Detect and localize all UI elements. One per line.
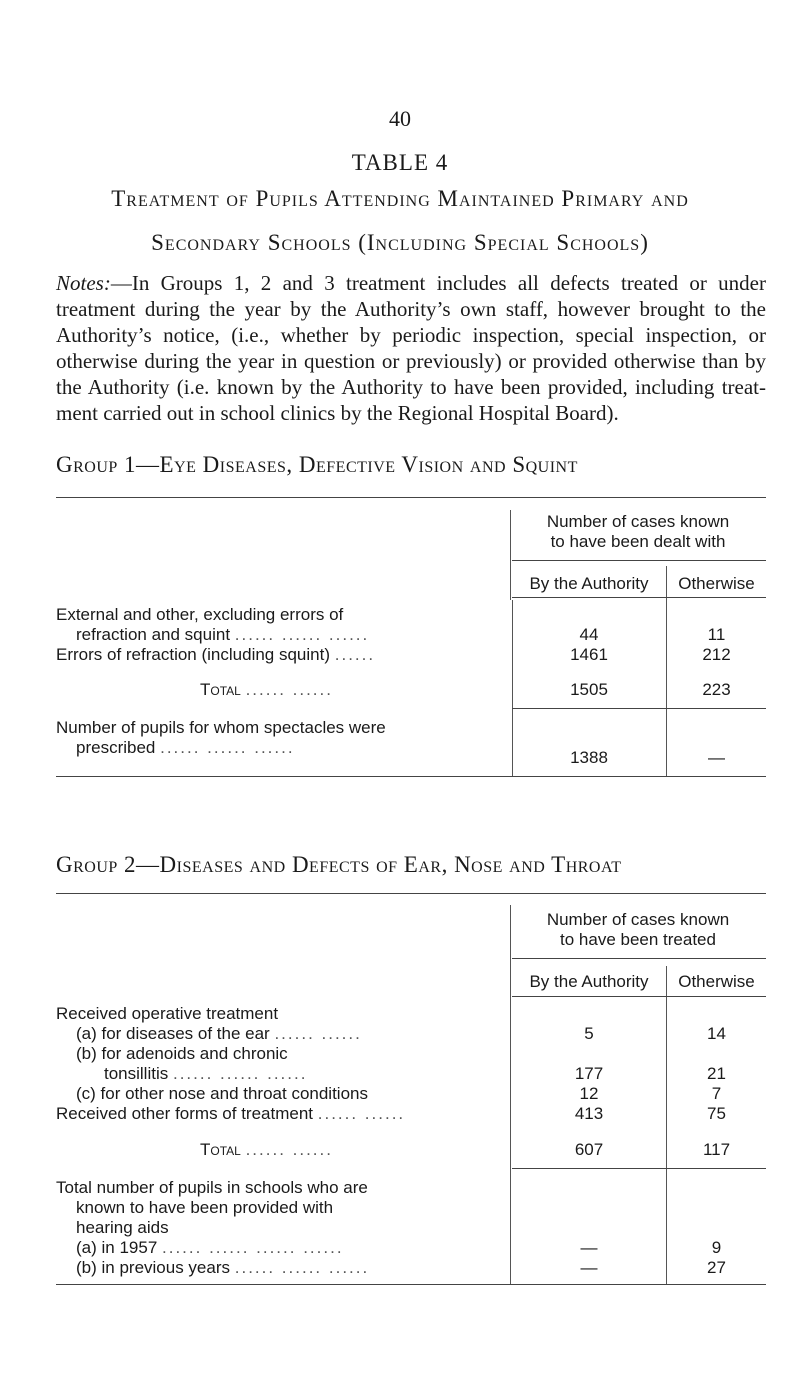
group1-total-authority: 1505 — [570, 680, 608, 699]
group2-header-line1: Number of cases known — [546, 910, 730, 929]
group1-row2-label: Errors of refraction (including squint) ...... — [56, 645, 376, 664]
table-rule — [56, 776, 766, 777]
notes-text: —In Groups 1, 2 and 3 treatment includes all defects treated or under treatment during the year by the Authority’s own staff, however brought to the Authority’s notice, (i.e., whether by periodic inspection, special inspection, or otherwise during the year in question or previously) or provided otherwise than by the Authority (i.e. known by the Authority to have been provided, including treat-ment carried out in school clinics by the Regional Hospital Board). — [56, 271, 766, 425]
group2-row-a-otherwise: 14 — [707, 1024, 726, 1043]
group2-hearing-label-line3: hearing aids — [76, 1218, 169, 1237]
group2-total-otherwise: 117 — [702, 1140, 731, 1159]
group2-hearing-a-label: (a) in 1957 ...... ...... ...... ...... — [76, 1238, 344, 1257]
notes-label: Notes: — [56, 271, 111, 295]
group2-col-otherwise: Otherwise — [678, 972, 755, 991]
group1-col-authority: By the Authority — [529, 574, 649, 593]
group1-title: Group 1—Eye Diseases, Defective Vision and Squint — [56, 452, 578, 477]
group2-row-a-label: (a) for diseases of the ear ...... ...... — [76, 1024, 362, 1043]
group1-header-line1: Number of cases known — [546, 512, 730, 531]
group1-row1-label-line2: refraction and squint ...... ...... ...... — [76, 625, 370, 644]
group1-col-otherwise: Otherwise — [678, 574, 755, 593]
group2-operative-label: Received operative treatment — [56, 1004, 279, 1023]
group2-hearing-a-authority: — — [580, 1238, 598, 1257]
group2-header-line2: to have been treated — [560, 930, 716, 949]
table-rule — [512, 958, 766, 959]
group1-row2-authority: 1461 — [570, 645, 608, 664]
column-divider — [666, 966, 667, 1284]
group1-spectacles-label-line1: Number of pupils for whom spectacles were — [56, 718, 386, 737]
table-rule — [56, 1284, 766, 1285]
group1-row1-authority: 44 — [579, 625, 599, 644]
group2-col-authority: By the Authority — [529, 972, 649, 991]
group2-hearing-b-otherwise: 27 — [707, 1258, 726, 1277]
group1-spectacles-authority: 1388 — [570, 748, 608, 767]
group2-row-b-authority: 177 — [574, 1064, 604, 1083]
group1-total-otherwise: 223 — [702, 680, 731, 699]
column-divider — [510, 905, 511, 1284]
group2-row-b-label-line2: tonsillitis ...... ...... ...... — [104, 1064, 308, 1083]
group2-row-a-authority: 5 — [584, 1024, 594, 1043]
group2-total-label: Total ...... ...... — [200, 1140, 333, 1159]
group2-row-b-label-line1: (b) for adenoids and chronic — [76, 1044, 288, 1063]
group2-hearing-label-line1: Total number of pupils in schools who are — [56, 1178, 368, 1197]
group2-row-c-label: (c) for other nose and throat conditions — [76, 1084, 368, 1103]
group2-other-otherwise: 75 — [707, 1104, 726, 1123]
page-number: 40 — [389, 106, 411, 131]
table-rule — [512, 597, 766, 598]
group2-row-b-otherwise: 21 — [707, 1064, 726, 1083]
group1-row1-otherwise: 11 — [707, 625, 726, 644]
group1-row1-label-line1: External and other, excluding errors of — [56, 605, 344, 624]
table-rule — [512, 996, 766, 997]
group2-row-c-otherwise: 7 — [711, 1084, 722, 1103]
group1-total-label: Total ...... ...... — [200, 680, 333, 699]
group1-spectacles-label-line2: prescribed ...... ...... ...... — [76, 738, 295, 757]
group2-other-label: Received other forms of treatment ...... ...... — [56, 1104, 406, 1123]
group1-spectacles-otherwise: — — [708, 748, 725, 767]
table-rule — [512, 560, 766, 561]
group2-total-authority: 607 — [574, 1140, 604, 1159]
group2-title: Group 2—Diseases and Defects of Ear, Nose and Throat — [56, 852, 622, 877]
group1-header-line2: to have been dealt with — [550, 532, 726, 551]
table-rule — [512, 708, 766, 709]
heading-line-2: Secondary Schools (Including Special Schools) — [151, 230, 649, 255]
group2-other-authority: 413 — [574, 1104, 604, 1123]
group1-row2-otherwise: 212 — [702, 645, 731, 664]
table-rule — [512, 1168, 766, 1169]
table-title: TABLE 4 — [351, 150, 449, 175]
table-rule — [56, 893, 766, 894]
table-rule — [56, 497, 766, 498]
group2-hearing-b-label: (b) in previous years ...... ...... ...... — [76, 1258, 370, 1277]
group2-row-c-authority: 12 — [579, 1084, 599, 1103]
group2-hearing-b-authority: — — [580, 1258, 598, 1277]
group2-hearing-label-line2: known to have been provided with — [76, 1198, 334, 1217]
notes-paragraph — [56, 270, 766, 426]
group2-hearing-a-otherwise: 9 — [711, 1238, 722, 1257]
heading-line-1: Treatment of Pupils Attending Maintained Primary and — [111, 186, 689, 211]
